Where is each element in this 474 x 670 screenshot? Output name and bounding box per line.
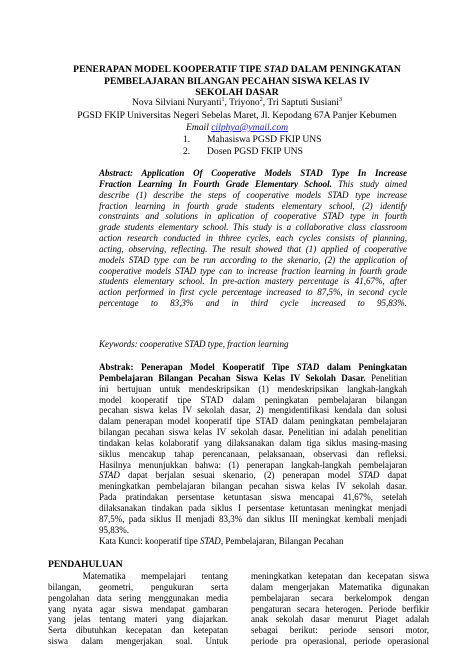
author-2: Triyono xyxy=(229,97,260,108)
body-line: yang jelas tentang materi yang diajarkan. xyxy=(48,614,228,625)
author-note xyxy=(183,134,322,146)
note-text: Dosen PGSD FKIP UNS xyxy=(207,145,303,157)
abstract-id-line: tindakan kelas kolaboratif yang dilaksanakan dalam tiga siklus masing-masing xyxy=(99,437,407,448)
abstract-id-line: dalam penerapan model kooperatif tipe STAD dalam peningkatan pembelajaran xyxy=(99,416,407,427)
abstract-id-line: 87,5%, pada siklus II menjadi 83,3% dan siklus III meningkat kembali menjadi xyxy=(99,513,407,524)
abstract-indonesian xyxy=(99,362,407,536)
author-2-marker: 2 xyxy=(259,97,263,103)
body-line: Matematika mempelajari tentang xyxy=(48,571,228,581)
abstract-en-line: students elementary school. In pre-action mastery percentage is 41,67%, after xyxy=(99,276,407,287)
abstract-id-heading-2: Pembelajaran Bilangan Pecahan Siswa Kelas IV Sekolah Dasar. Penelitian xyxy=(99,372,407,383)
note-text: Mahasiswa PGSD FKIP UNS xyxy=(207,134,322,145)
abstract-en-line: fraction learning in fourth grade students elementary school, (2) identify xyxy=(99,200,407,211)
author-1: Nova Silviani Nuryanti xyxy=(132,97,222,108)
author-1-marker: 1 xyxy=(221,97,225,103)
abstract-id-line: Hasilnya menunjukkan bahwa: (1) penerapan langkah-langkah pembelajaran xyxy=(99,459,407,470)
author-list: Nova Silviani Nuryanti$^1$, Triyono$^2$, Tri Saptuti Susiani$^3$ xyxy=(132,97,342,108)
note-number: 1. xyxy=(183,134,191,145)
keywords-english: Keywords: cooperative STAD type, fraction learning xyxy=(99,339,289,349)
section-heading-pendahuluan: PENDAHULUAN xyxy=(48,559,123,570)
body-line: pengolahan data sering menggunakan media xyxy=(48,592,228,603)
abstract-id-line: pecahan siswa kelas IV sekolah dasar, 2) mengidentifikasi kendala dan solusi xyxy=(99,405,407,416)
abstract-en-line: models STAD type can be run according to the skenario, (2) the application of xyxy=(99,254,407,265)
abstract-en-line: percentage to 83,3% and in third cycle increased to 95,83%. xyxy=(99,298,407,309)
abstract-id-line: model kooperatif tipe STAD dalam peningkatan pembelajaran bilangan xyxy=(99,394,407,405)
abstract-en-line: Fraction Learning In Fourth Grade Elementary School. This study aimed xyxy=(99,178,407,189)
body-line: siswa dalam mengerjakan soal. Untuk xyxy=(48,636,228,647)
author-notes xyxy=(183,134,322,157)
abstract-en-line: cooperative models STAD type can to increase fraction learning in fourth grade xyxy=(99,265,407,276)
abstract-en-line: describe (1) describe the steps of cooperative models STAD type increase xyxy=(99,189,407,200)
title-line-2: PEMBELAJARAN BILANGAN PECAHAN SISWA KELAS IV xyxy=(104,75,370,87)
abstract-id-line: bilangan pecahan siswa kelas IV sekolah dasar. Penelitian ini adalah penelitian xyxy=(99,427,407,438)
body-line: periode pra operasional, periode operasional xyxy=(251,636,429,647)
abstract-en-line: grade students elementary school. This study is a collaborative class classroom xyxy=(99,222,407,233)
abstract-id-line: Pada pratindakan persentase ketuntasan siswa mencapai 41,67%, setelah xyxy=(99,492,407,503)
title-line-3: SEKOLAH DASAR xyxy=(195,87,279,99)
body-line: sebagai berikut: periode sensori motor, xyxy=(251,625,429,636)
abstract-english xyxy=(99,168,407,309)
affiliation: PGSD FKIP Universitas Negeri Sebelas Maret, Jl. Kepodang 67A Panjer Kebumen xyxy=(77,110,397,121)
abstract-id-heading: Abstrak: Penerapan Model Kooperatif Tipe STAD dalam Peningkatan xyxy=(99,362,407,372)
author-note xyxy=(183,146,322,158)
author-3-marker: 3 xyxy=(338,97,342,103)
note-number: 2. xyxy=(183,145,191,157)
body-line: dalam mengerjakan Matematika digunakan xyxy=(251,581,429,592)
email-label: Email xyxy=(185,122,209,133)
abstract-id-line: 95,83%. xyxy=(99,524,129,535)
abstract-id-line: STAD dapat berjalan sesuai skenario, (2) penerapan model STAD dapat xyxy=(99,470,408,481)
abstract-id-line: meningkatkan pembelajaran bilangan pecahan siswa kelas IV sekolah dasar. xyxy=(99,481,407,492)
email-line xyxy=(40,122,434,133)
paper-title xyxy=(40,64,434,99)
abstract-id-line: ini bertujuan untuk mendeskripsikan (1) mendeskripsikan langkah-langkah xyxy=(99,383,407,394)
body-column-right xyxy=(251,571,429,647)
author-3: Tri Saptuti Susiani xyxy=(267,97,339,108)
abstract-id-line: siklus mencakup tahap perencanaan, pelaksanaan, observasi dan refleksi. xyxy=(99,448,407,459)
email-link[interactable]: cilphya@ymail.com xyxy=(211,122,289,133)
body-line: yang nyata agar siswa mendapat gambaran xyxy=(48,603,228,614)
body-line: meningkatkan ketepatan dan kecepatan siswa xyxy=(251,571,429,581)
body-line: anak sekolah dasar menurut Piaget adalah xyxy=(251,614,429,625)
keywords-indonesian: Kata Kunci: kooperatif tipe STAD, Pembelajaran, Bilangan Pecahan xyxy=(99,536,344,546)
body-column-left xyxy=(48,571,228,647)
abstract-id-line: dilaksanakan tindakan pada siklus I persentase ketuntasan meningkat menjadi xyxy=(99,502,407,513)
abstract-en-line: action research conducted in thhree cycles, each cycles consists of planning, xyxy=(99,233,407,244)
abstract-en-line: constraints and solutions in aplication of cooperative STAD type in fourth xyxy=(99,211,407,222)
abstract-en-line: acting, observing, reflecting. The result showed that (1) applied of cooperative xyxy=(99,243,407,254)
body-line: pembelajaran secara berkelompok dengan xyxy=(251,592,429,603)
abstract-en-heading: Abstract: Application Of Cooperative Models STAD Type In Increase xyxy=(99,168,407,178)
title-line-1: PENERAPAN MODEL KOOPERATIF TIPE STAD DALAM PENINGKATAN xyxy=(73,64,401,75)
body-line: bilangan, geometri, pengukuran serta xyxy=(48,581,228,592)
body-line: Serta dibutuhkan kecepatan dan ketepatan xyxy=(48,625,228,636)
body-line: pengaturan secara heterogen. Periode berfikir xyxy=(251,603,429,614)
abstract-en-line: action performed in first cycle percentage increased to 87,5%, in second cycle xyxy=(99,287,407,298)
